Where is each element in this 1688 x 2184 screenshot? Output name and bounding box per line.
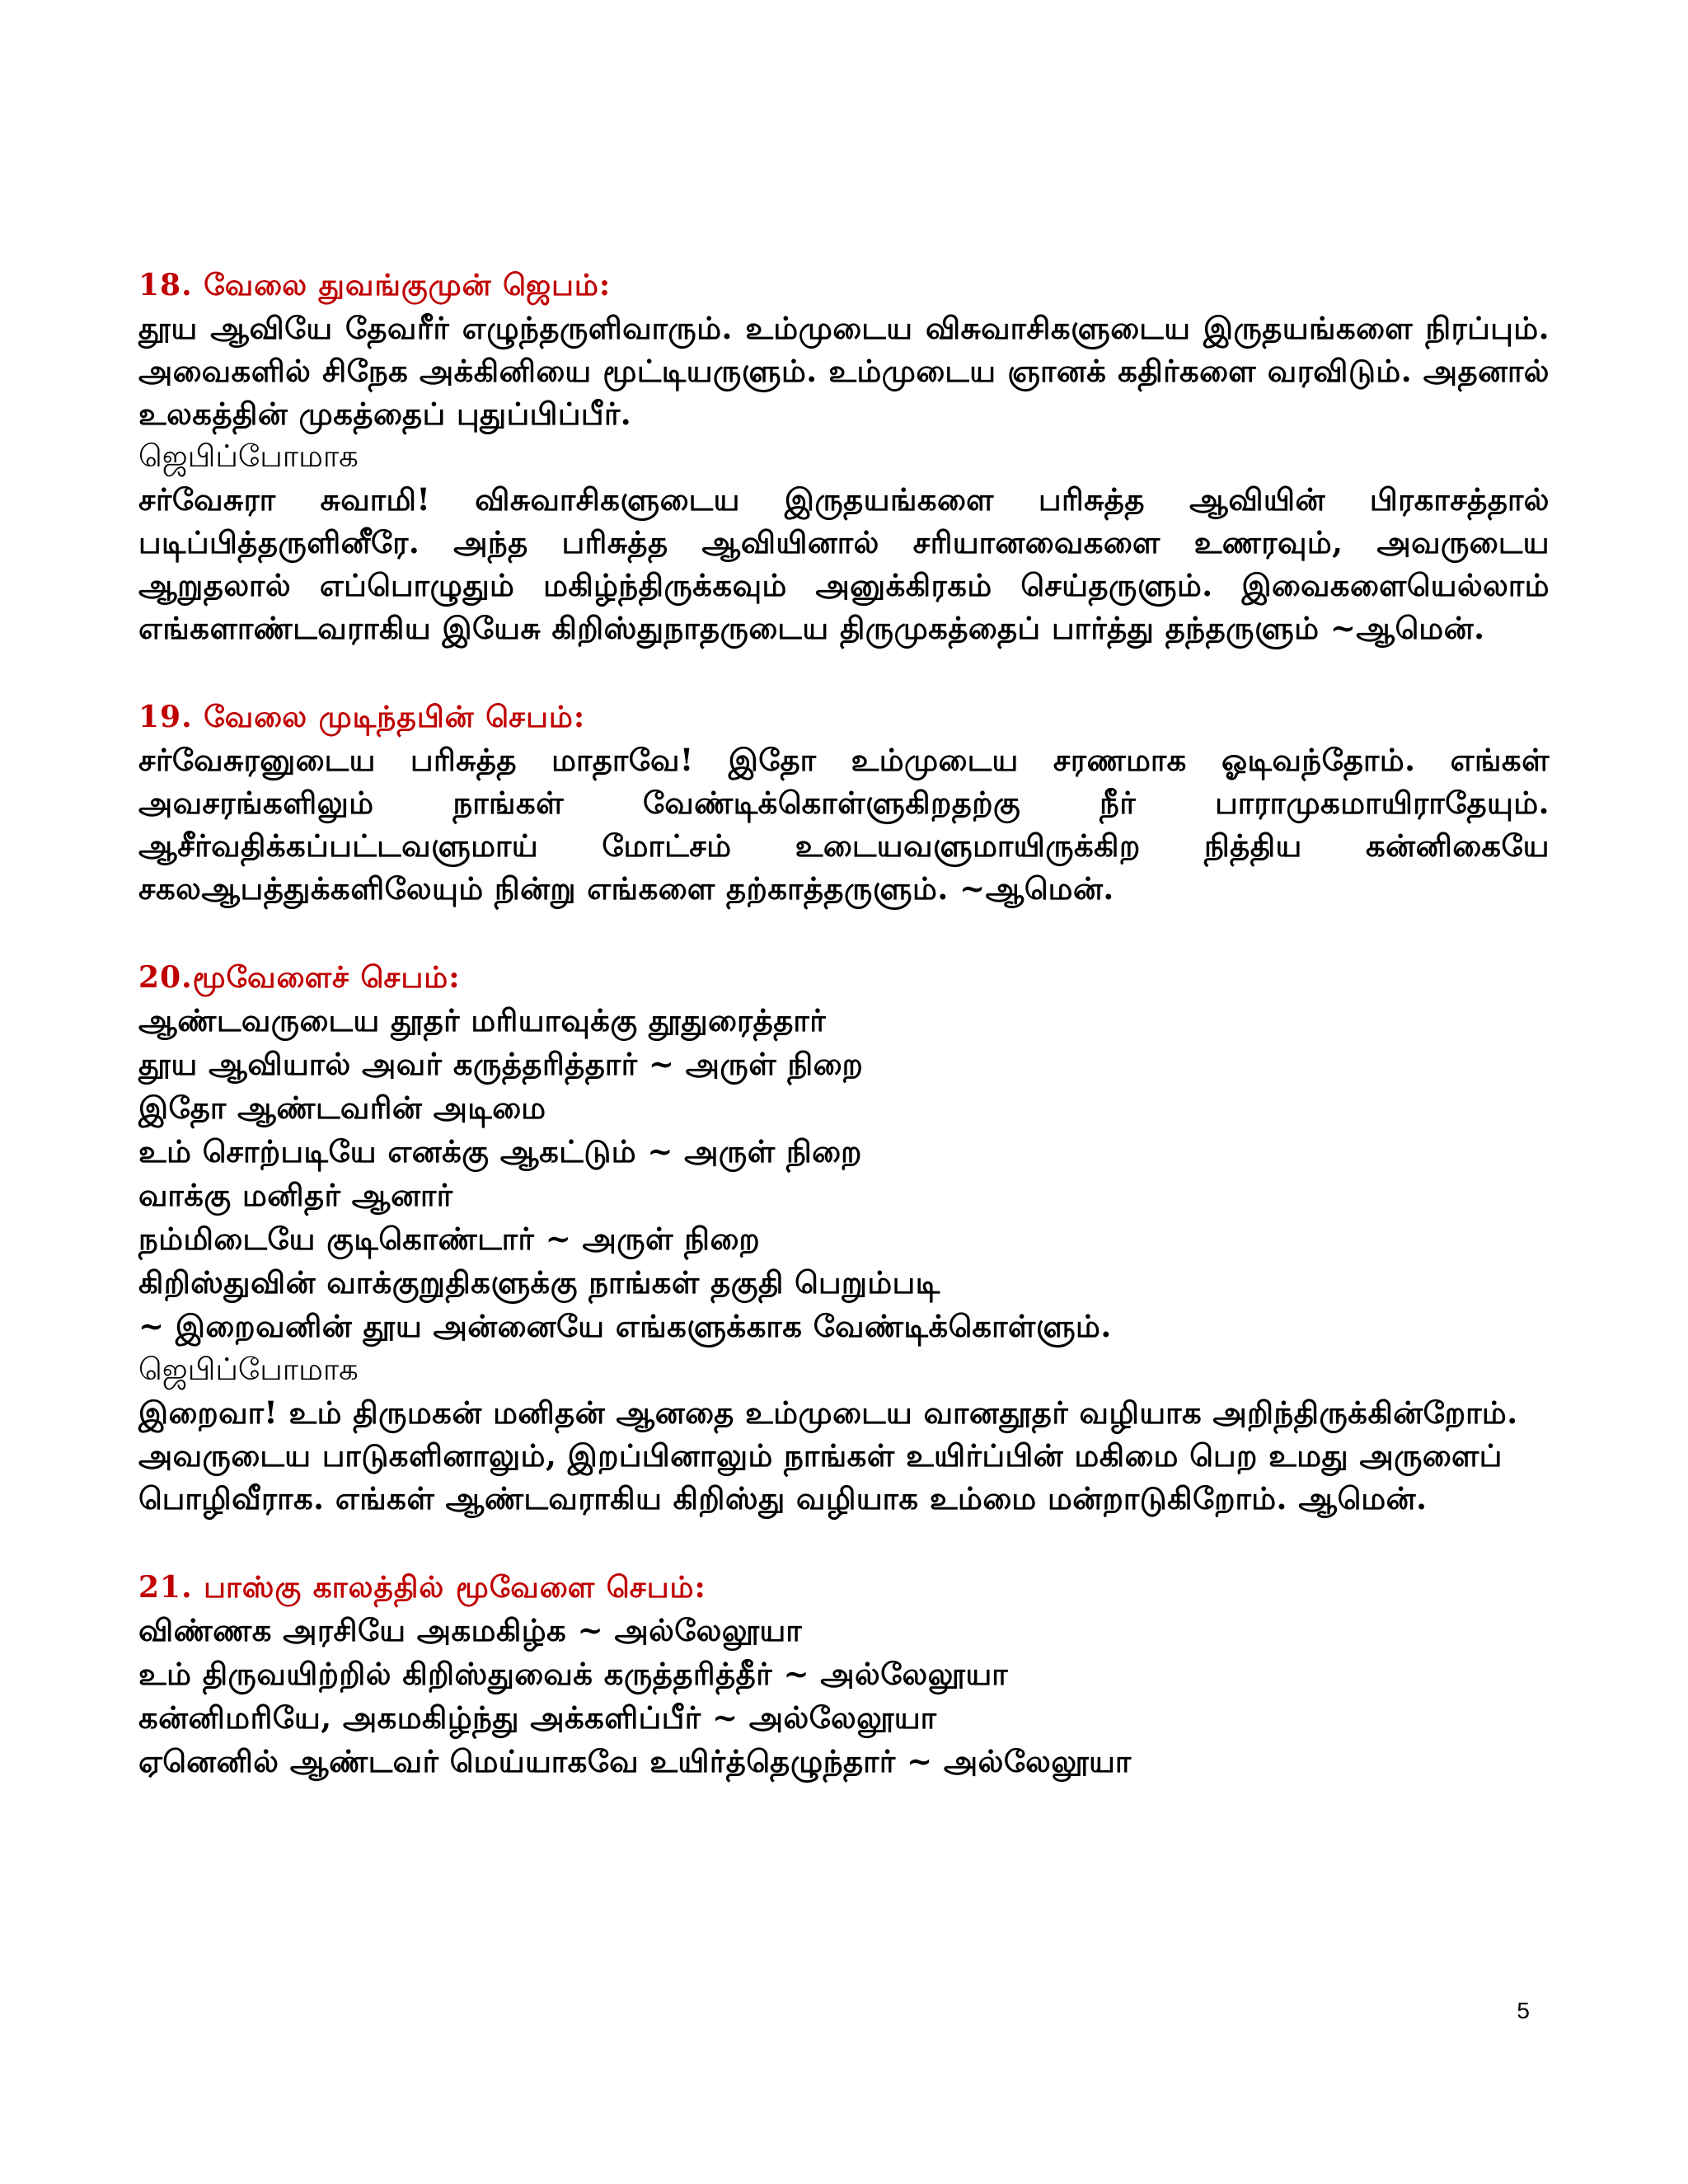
- verse-line: உம் திருவயிற்றில் கிறிஸ்துவைக் கருத்தரித்தீர் ~ அல்லேலூயா: [138, 1656, 1009, 1692]
- verse-line: கன்னிமரியே, அகமகிழ்ந்து அக்களிப்பீர் ~ அல்லேலூயா: [138, 1699, 937, 1736]
- section-heading: 19. வேலை முடிந்தபின் செபம்:: [138, 700, 586, 734]
- verse-line: கிறிஸ்துவின் வாக்குறுதிகளுக்கு நாங்கள் தகுதி பெறும்படி: [138, 1264, 940, 1301]
- document-page: [138, 264, 1550, 1830]
- verse-line: இதோ ஆண்டவரின் அடிமை: [138, 1090, 546, 1126]
- prayer-label: ஜெபிப்போமாக: [138, 438, 359, 474]
- verse-line: ~ இறைவனின் தூய அன்னையே எங்களுக்காக வேண்டிக்கொள்ளும்.: [138, 1308, 1112, 1344]
- verse-line: வாக்கு மனிதர் ஆனார்: [138, 1177, 453, 1213]
- section-18: [138, 264, 1550, 649]
- section-heading: 18. வேலை துவங்குமுன் ஜெபம்:: [138, 268, 612, 302]
- verse-line: விண்ணக அரசியே அகமகிழ்க ~ அல்லேலூயா: [138, 1612, 803, 1648]
- section-heading: 20.மூவேளைச் செபம்:: [138, 960, 461, 995]
- verse-line: உம் சொற்படியே எனக்கு ஆகட்டும் ~ அருள் நிறை: [138, 1133, 862, 1169]
- verse-line: தூய ஆவியால் அவர் கருத்தரித்தார் ~ அருள் நிறை: [138, 1046, 864, 1082]
- prayer-text: சர்வேசுரா சுவாமி! விசுவாசிகளுடைய இருதயங்களை பரிசுத்த ஆவியின் பிரகாசத்தால் படிப்பித்தருளினீரே. அந்த பரிசுத்த ஆவியினால் சரியானவைகளை உணரவும், அவருடைய ஆறுதலால் எப்பொழுதும் மகிழ்ந்திருக்கவும் அனுக்கிரகம் செய்தருளும். இவைகளையெல்லாம் எங்களாண்டவராகிய இயேசு கிறிஸ்துநாதருடைய திருமுகத்தைப் பார்த்து தந்தருளும் ~ஆமென்.: [138, 481, 1550, 646]
- section-20: [138, 956, 1550, 1520]
- verse-line: நம்மிடையே குடிகொண்டார் ~ அருள் நிறை: [138, 1221, 761, 1257]
- section-heading: 21. பாஸ்கு காலத்தில் மூவேளை செபம்:: [138, 1570, 706, 1605]
- prayer-label: ஜெபிப்போமாக: [138, 1352, 359, 1387]
- prayer-text: சர்வேசுரனுடைய பரிசுத்த மாதாவே! இதோ உம்முடைய சரணமாக ஓடிவந்தோம். எங்கள் அவசரங்களிலும் நாங்கள் வேண்டிக்கொள்ளுகிறதற்கு நீர் பாராமுகமாயிராதேயும். ஆசீர்வதிக்கப்பட்டவளுமாய் மோட்சம் உடையவளுமாயிருக்கிற நித்திய கன்னிகையே சகலஆபத்துக்களிலேயும் நின்று எங்களை தற்காத்தருளும். ~ஆமென்.: [138, 742, 1550, 907]
- section-21: [138, 1566, 1550, 1783]
- verse-line: ஆண்டவருடைய தூதர் மரியாவுக்கு தூதுரைத்தார்: [138, 1002, 827, 1038]
- verse-line: ஏனெனில் ஆண்டவர் மெய்யாகவே உயிர்த்தெழுந்தார் ~ அல்லேலூயா: [138, 1743, 1132, 1779]
- section-intro: தூய ஆவியே தேவரீர் எழுந்தருளிவாரும். உம்முடைய விசுவாசிகளுடைய இருதயங்களை நிரப்பும். அவைகளில் சிநேக அக்கினியை மூட்டியருளும். உம்முடைய ஞானக் கதிர்களை வரவிடும். அதனால் உலகத்தின் முகத்தைப் புதுப்பிப்பீர்.: [138, 310, 1550, 432]
- page-number: 5: [1517, 1998, 1530, 2023]
- prayer-text: இறைவா! உம் திருமகன் மனிதன் ஆனதை உம்முடைய வானதூதர் வழியாக அறிந்திருக்கின்றோம். அவருடைய பாடுகளினாலும், இறப்பினாலும் நாங்கள் உயிர்ப்பின் மகிமை பெற உமது அருளைப் பொழிவீராக. எங்கள் ஆண்டவராகிய கிறிஸ்து வழியாக உம்மை மன்றாடுகிறோம். ஆமென்.: [138, 1394, 1518, 1516]
- section-19: [138, 696, 1550, 910]
